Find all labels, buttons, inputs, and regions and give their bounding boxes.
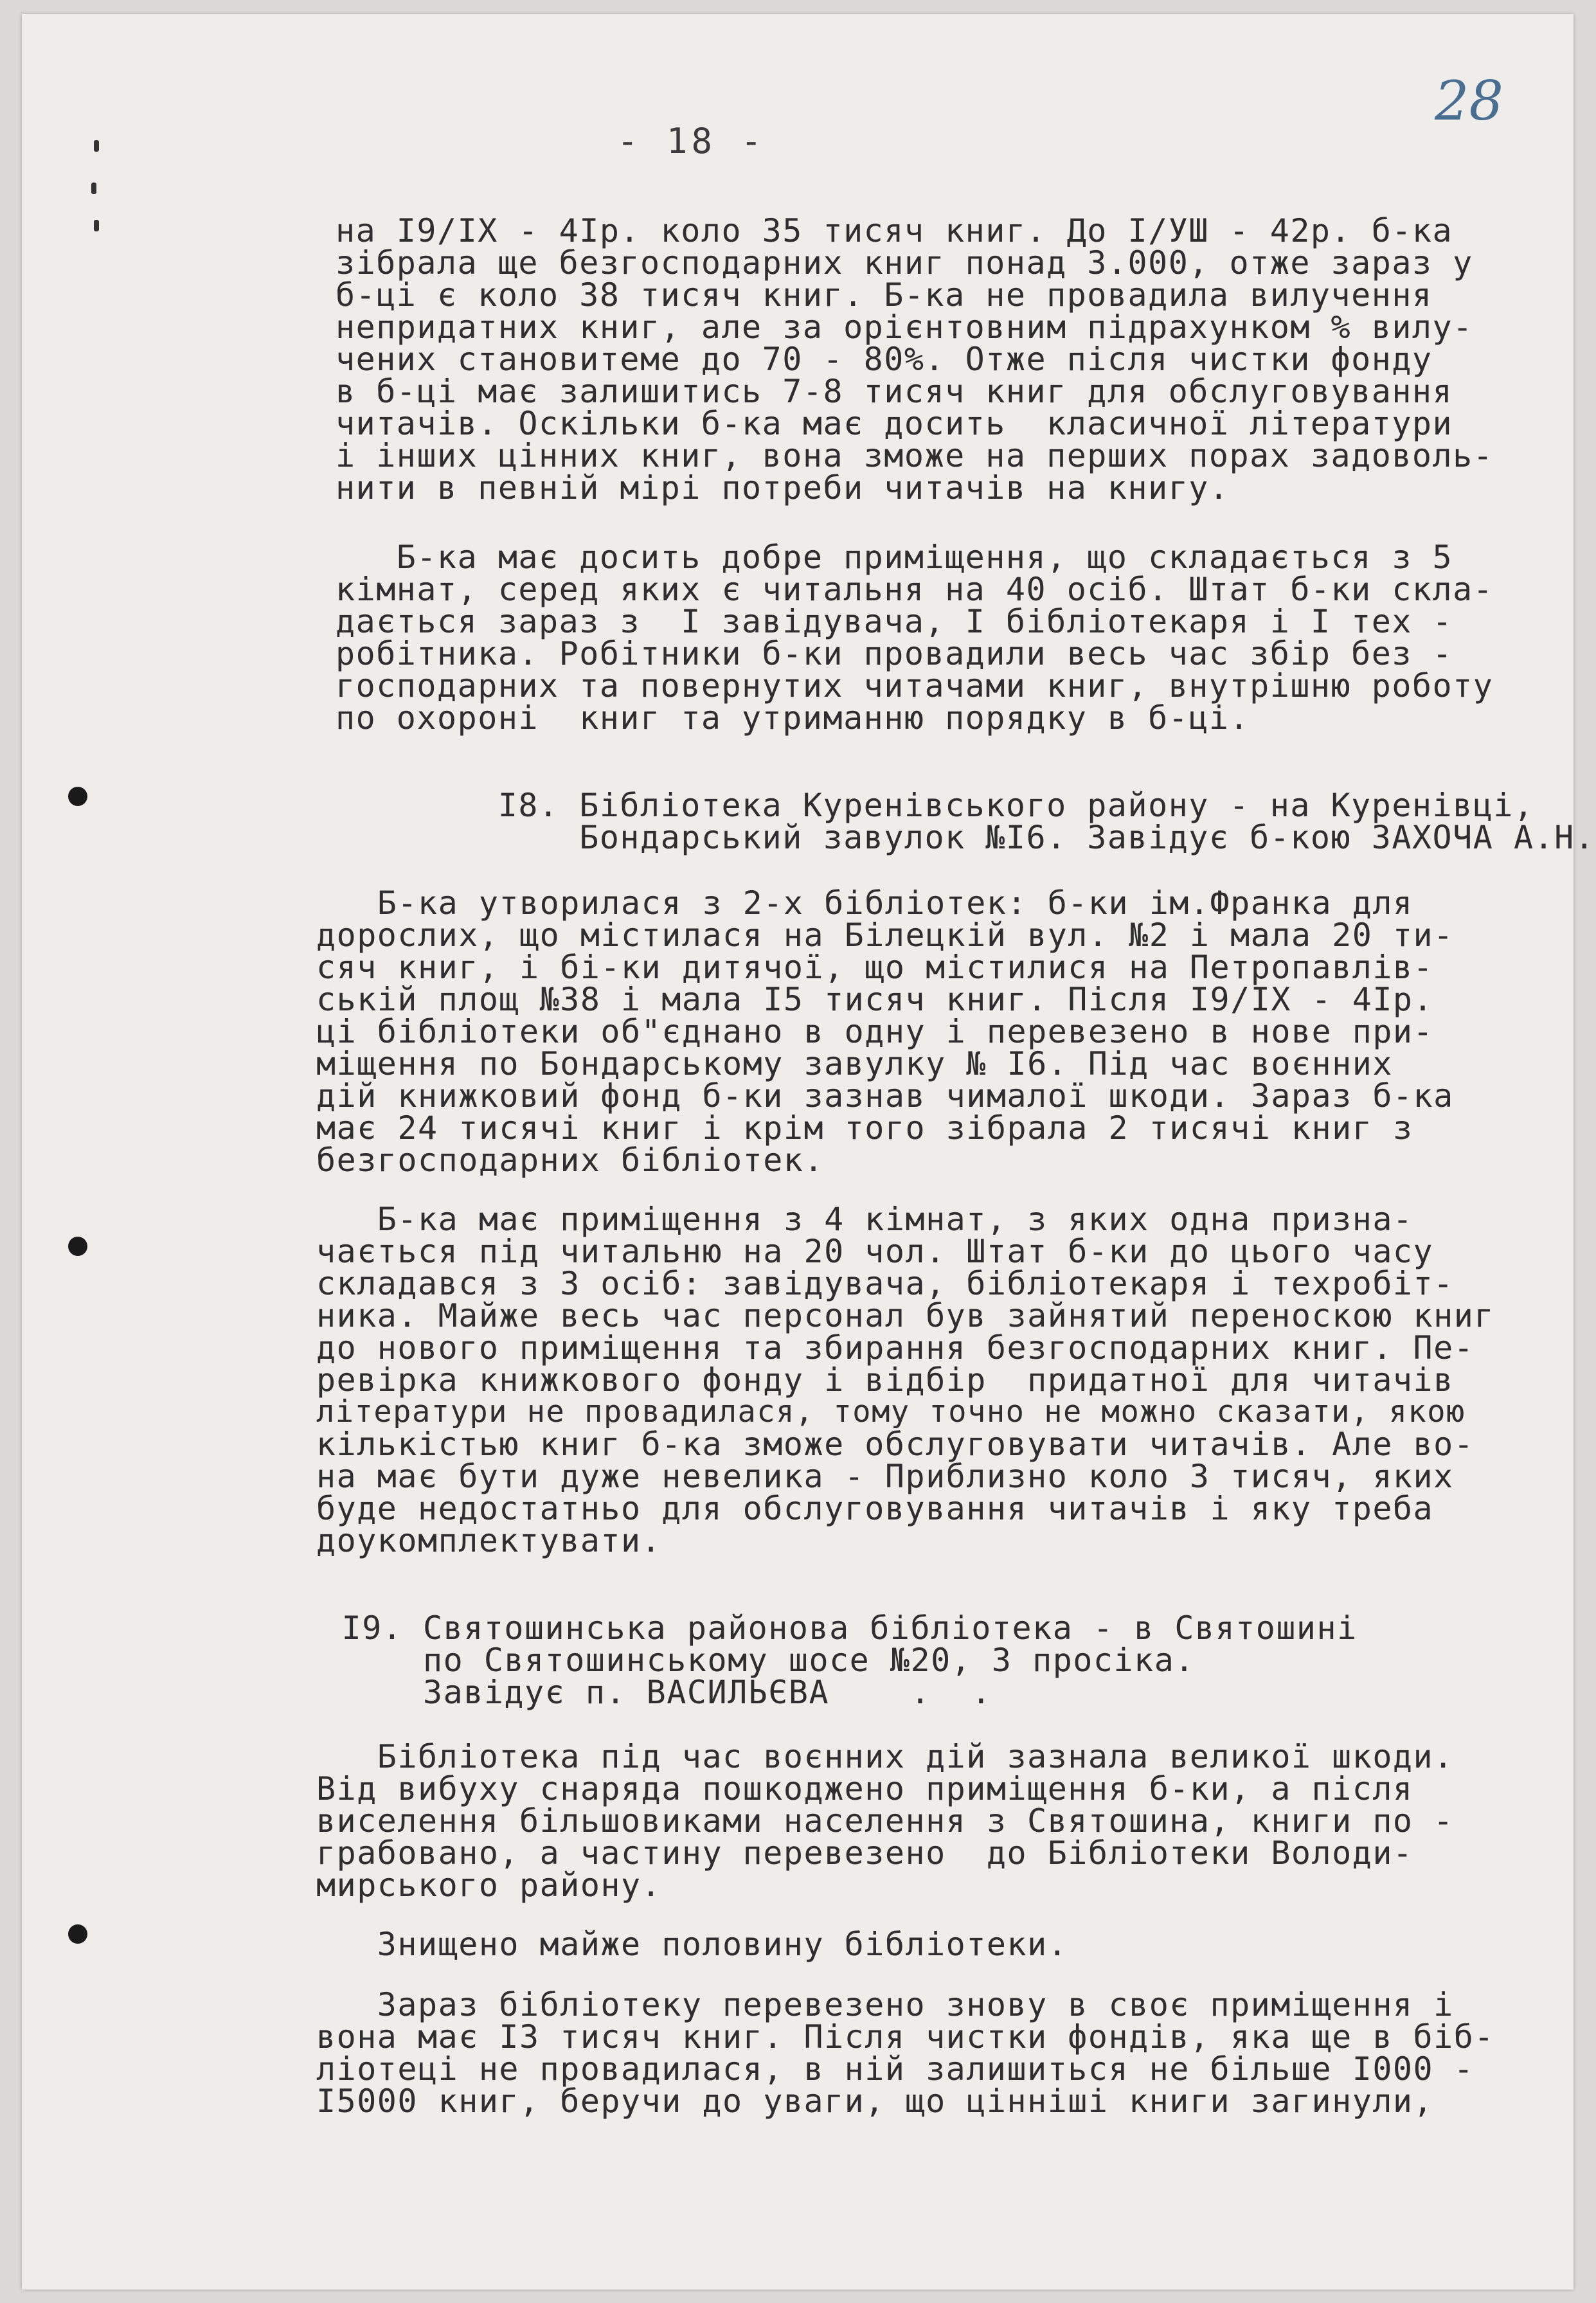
text-line: складався з 3 осіб: завідувача, бібліотекаря і техробіт-: [316, 1265, 1454, 1302]
text-line: ревірка книжкового фонду і відбір придатної для читачів: [316, 1361, 1454, 1399]
punch-hole: [68, 787, 87, 806]
text-line: чених становитеме до 70 - 80%. Отже після чистки фонду: [336, 341, 1433, 378]
text-line: мирського району.: [316, 1867, 662, 1904]
section-heading: Завідує п. ВАСИЛЬЄВА . .: [220, 1674, 992, 1711]
text-line: кількістью книг б-ка зможе обслуговувати читачів. Але во-: [316, 1426, 1475, 1463]
text-line: міщення по Бондарському завулку № I6. Під час воєнних: [316, 1045, 1393, 1082]
archive-number: 28: [1435, 69, 1503, 132]
text-line: на I9/IX - 4Iр. коло 35 тисяч книг. До I/УШ - 42р. б-ка: [336, 212, 1453, 249]
punch-hole: [68, 1924, 87, 1944]
text-line: ника. Майже весь час персонал був зайнятий переноскою книг: [316, 1297, 1494, 1334]
text-line: дорослих, що містилася на Білецкій вул. №2 і мала 20 ти-: [316, 917, 1454, 954]
text-line: безгосподарних бібліотек.: [316, 1142, 825, 1179]
text-line: I5000 книг, беручи до уваги, що цінніші книги загинули,: [316, 2083, 1434, 2120]
text-line: б-ці є коло 38 тисяч книг. Б-ка не провадила вилучення: [336, 276, 1433, 314]
text-line: нити в певній мірі потреби читачів на книгу.: [336, 469, 1230, 506]
text-line: Б-ка утворилася з 2-х бібліотек: б-ки ім.Франка для: [316, 884, 1413, 922]
text-line: буде недостатньо для обслуговування читачів і яку треба: [316, 1490, 1434, 1527]
text-line: Бібліотека під час воєнних дій зазнала великої шкоди.: [316, 1738, 1454, 1775]
text-line: дій книжковий фонд б-ки зазнав чималої шкоди. Зараз б-ка: [316, 1077, 1454, 1115]
text-line: робітника. Робітники б-ки провадили весь час збір без -: [336, 635, 1453, 672]
text-line: до нового приміщення та збирання безгосподарних книг. Пе-: [316, 1329, 1475, 1367]
margin-mark: [94, 140, 99, 152]
margin-mark: [94, 220, 99, 231]
text-line: на має бути дуже невелика - Приблизно коло 3 тисяч, яких: [316, 1458, 1454, 1495]
text-line: ській площ №38 і мала I5 тисяч книг. Після I9/IX - 4Iр.: [316, 981, 1434, 1018]
punch-hole: [68, 1237, 87, 1256]
text-line: сяч книг, і бі-ки дитячої, що містилися на Петропавлів-: [316, 949, 1434, 986]
text-line: чається під читальню на 20 чол. Штат б-ки до цього часу: [316, 1233, 1434, 1270]
text-line: Зараз бібліотеку перевезено знову в своє приміщення і: [316, 1986, 1454, 2023]
text-line: Знищено майже половину бібліотеки.: [316, 1926, 1068, 1963]
text-line: дається зараз з I завідувача, I бібліотекаря і I тех -: [336, 603, 1453, 640]
text-line: ці бібліотеки об"єднано в одну і перевезено в нове при-: [316, 1013, 1434, 1050]
page-number: - 18 -: [617, 121, 766, 161]
text-line: Б-ка має приміщення з 4 кімнат, з яких одна призна-: [316, 1201, 1413, 1238]
text-line: зібрала ще безгосподарних книг понад 3.000, отже зараз у: [336, 244, 1473, 282]
text-line: Від вибуху снаряда пошкоджено приміщення б-ки, а після: [316, 1770, 1413, 1807]
text-line: виселення більшовиками населення з Святошина, книги по -: [316, 1802, 1454, 1840]
text-line: непридатних книг, але за орієнтовним підрахунком % вилу-: [336, 309, 1473, 346]
text-line: і інших цінних книг, вона зможе на перших порах задоволь-: [336, 437, 1494, 474]
text-line: ліотеці не провадилася, в ній залишиться не більше I000 -: [316, 2050, 1475, 2088]
text-line: в б-ці має залишитись 7-8 тисяч книг для обслуговування: [336, 373, 1453, 410]
text-line: доукомплектувати.: [316, 1522, 662, 1559]
text-line: Б-ка має досить добре приміщення, що складається з 5: [336, 539, 1453, 576]
text-line: вона має I3 тисяч книг. Після чистки фондів, яка ще в біб-: [316, 2018, 1494, 2056]
text-line: грабовано, а частину перевезено до Бібліотеки Володи-: [316, 1834, 1413, 1872]
text-line: господарних та повернутих читачами книг, внутрішню роботу: [336, 667, 1494, 704]
text-line: читачів. Оскільки б-ка має досить класичної літератури: [336, 405, 1453, 442]
text-line: має 24 тисячі книг і крім того зібрала 2 тисячі книг з: [316, 1109, 1413, 1147]
margin-mark: [91, 183, 96, 194]
text-line: кімнат, серед яких є читальня на 40 осіб. Штат б-ки скла-: [336, 571, 1494, 608]
section-heading: по Святошинському шосе №20, 3 просіка.: [220, 1642, 1195, 1679]
section-heading: I9. Святошинська районова бібліотека - в Святошині: [220, 1609, 1358, 1647]
text-line: літератури не провадилася, тому точно не можно сказати, якою: [316, 1394, 1466, 1429]
text-line: по охороні книг та утриманню порядку в б-ці.: [336, 699, 1250, 737]
section-heading: Бондарський завулок №I6. Завідує б-кою ЗАХОЧА А.Н.: [336, 819, 1595, 856]
section-heading: I8. Бібліотека Куренівського району - на Куренівці,: [336, 787, 1534, 824]
